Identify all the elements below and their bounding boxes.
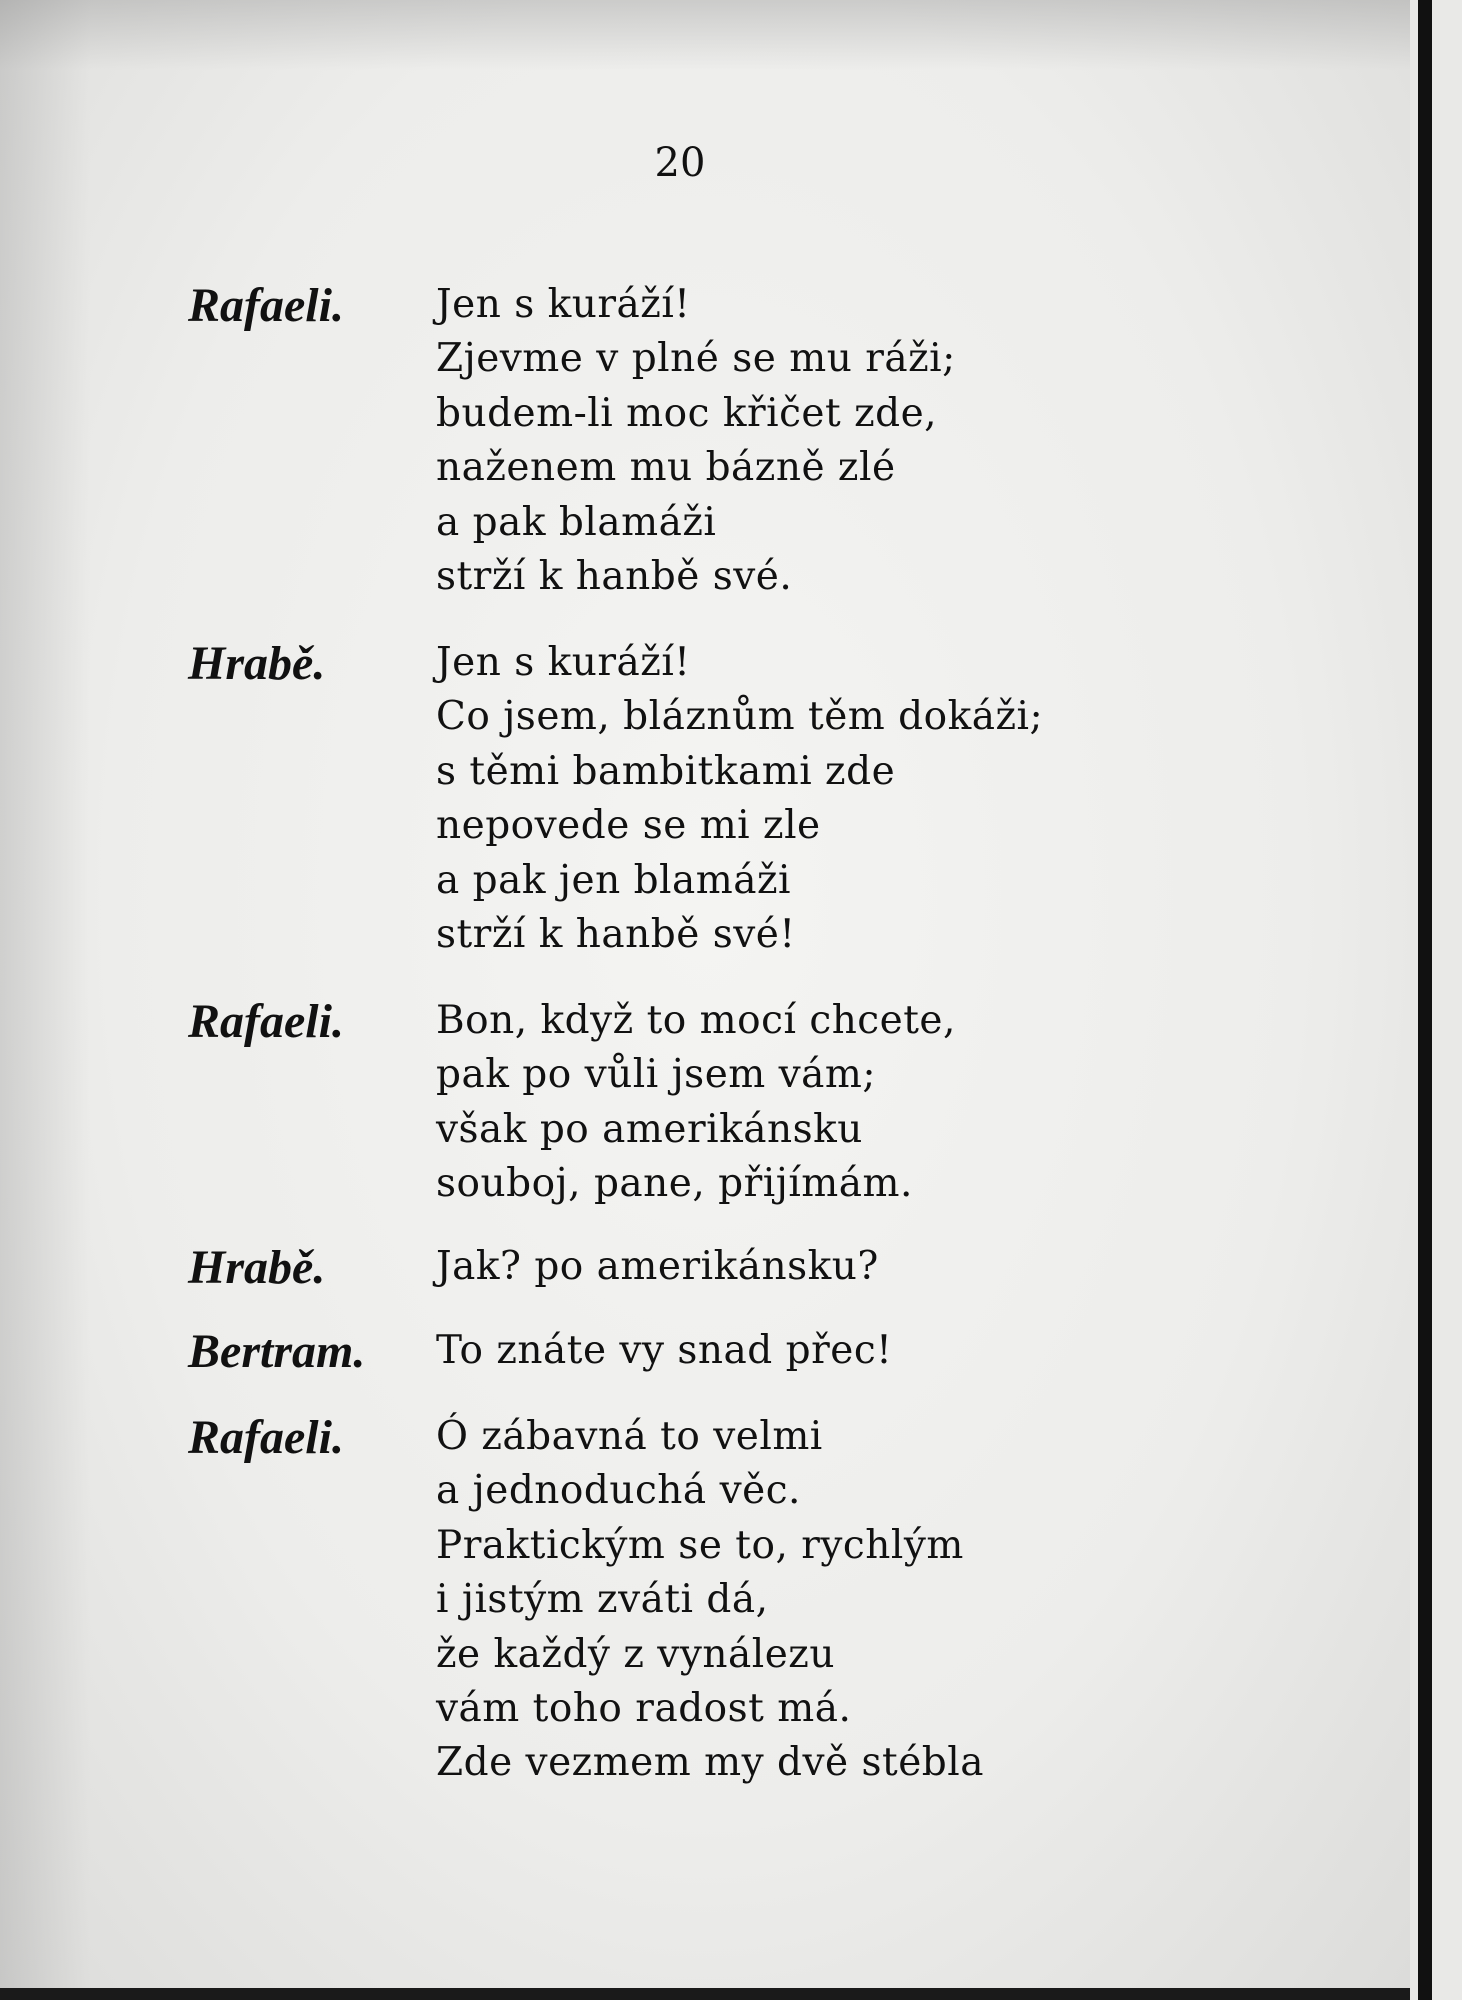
verse-line: Jen s kuráží! — [436, 640, 691, 685]
book-spine-edge — [1410, 0, 1462, 2000]
verse-lines — [436, 1410, 984, 1791]
verse-line: To znáte vy snad přec! — [436, 1328, 893, 1373]
verse-line: pak po vůli jsem vám; — [436, 1052, 877, 1098]
verse-line: Co jsem, bláznům těm dokáži; — [436, 694, 1044, 740]
verse-line: a pak blamáži — [436, 499, 717, 545]
verse-line: Praktickým se to, rychlým — [436, 1522, 964, 1568]
verse-line: Ó zábavná to velmi — [436, 1414, 823, 1459]
spine-shadow-bar — [1418, 0, 1432, 2000]
verse-line: Zde vezmem my dvě stébla — [436, 1740, 984, 1786]
speaker-name: Bertram. — [188, 1325, 366, 1378]
verse-line: Zjevme v plné se mu ráži; — [436, 336, 956, 382]
page-shadow-top — [0, 0, 1410, 70]
speaker-name: Rafaeli. — [188, 1411, 344, 1464]
verse-lines — [436, 1324, 892, 1378]
speaker-name: Hrabě. — [188, 637, 326, 690]
verse-line: Jak? po amerikánsku? — [436, 1244, 879, 1289]
speaker-name: Rafaeli. — [188, 279, 344, 332]
page-shadow-left — [0, 0, 90, 1988]
verse-line: nepovede se mi zle — [436, 803, 821, 849]
verse-line: naženem mu bázně zlé — [436, 445, 896, 491]
verse-line: strží k hanbě své! — [436, 911, 796, 957]
verse-line: že každý z vynálezu — [436, 1631, 835, 1677]
verse-line: Jen s kuráží! — [436, 282, 691, 327]
speaker-name: Rafaeli. — [188, 995, 344, 1048]
speaker-name: Hrabě. — [188, 1241, 326, 1294]
verse-line: vám toho radost má. — [436, 1685, 852, 1731]
verse-line: s těmi bambitkami zde — [436, 748, 896, 794]
verse-line: a jednoduchá věc. — [436, 1468, 801, 1514]
verse-line: budem-li moc křičet zde, — [436, 390, 938, 436]
verse-line: strží k hanbě své. — [436, 553, 793, 599]
verse-lines — [436, 278, 956, 604]
verse-line: souboj, pane, přijímám. — [436, 1161, 913, 1207]
verse-line: i jistým zváti dá, — [436, 1577, 769, 1623]
verse-line: Bon, když to mocí chcete, — [436, 998, 956, 1043]
verse-line: však po amerikánsku — [436, 1106, 863, 1152]
page-number: 20 — [654, 140, 706, 186]
verse-lines — [436, 636, 1043, 962]
verse-lines — [436, 1240, 879, 1294]
verse-lines — [436, 994, 956, 1212]
verse-line: a pak jen blamáži — [436, 857, 792, 903]
